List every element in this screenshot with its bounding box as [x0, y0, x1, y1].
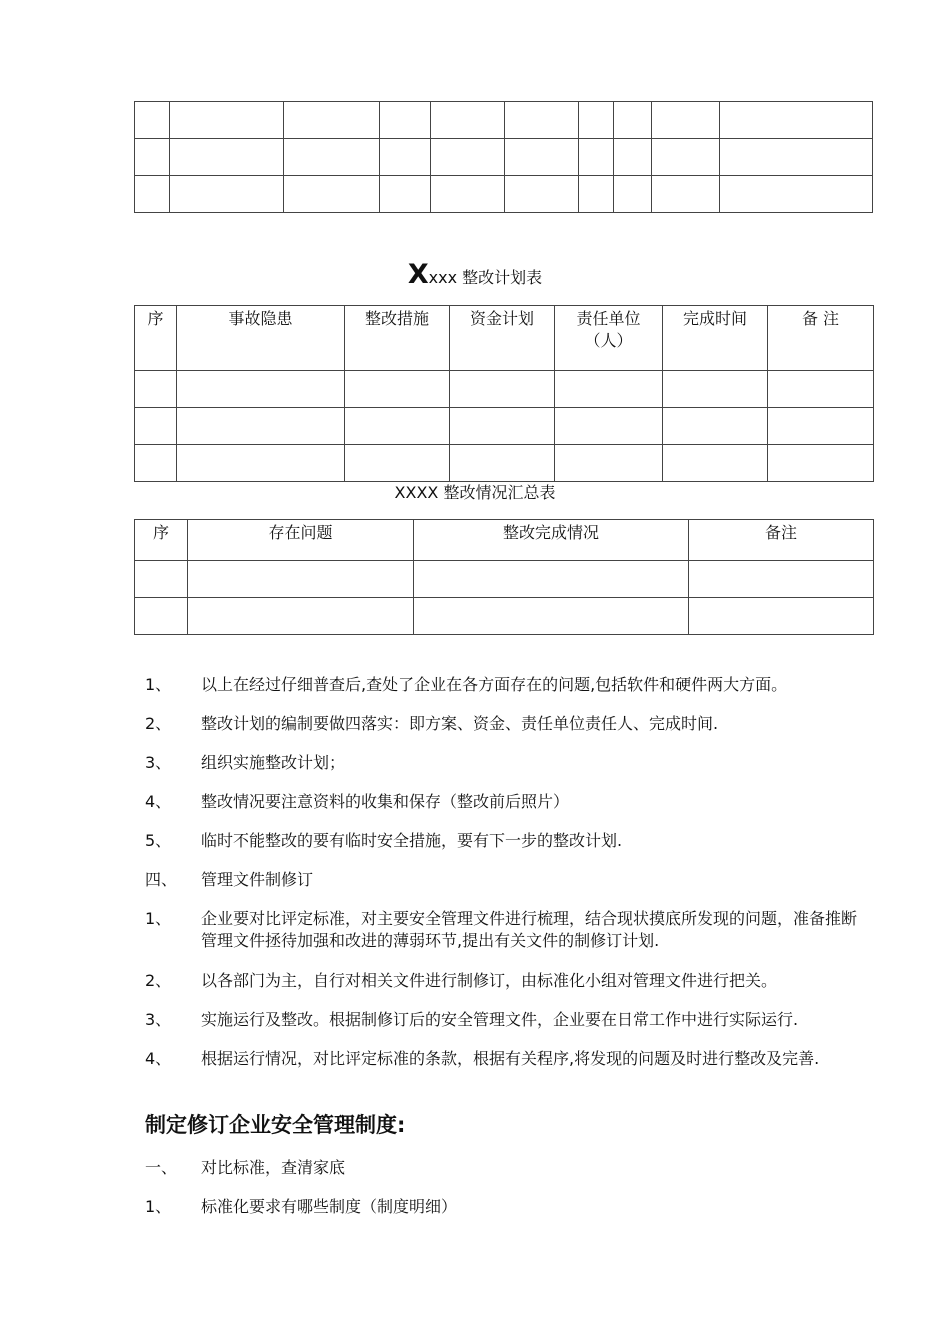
list-number: 2、 [145, 714, 172, 733]
table-row [135, 408, 874, 445]
continued-table [134, 101, 873, 213]
column-header: 事故隐患 [177, 306, 345, 371]
table-header-row [135, 520, 874, 561]
list-text: 根据运行情况，对比评定标准的条款，根据有关程序,将发现的问题及时进行整改及完善. [201, 1049, 820, 1068]
summary-table [134, 519, 874, 635]
table-row [135, 102, 873, 139]
plan-table-title-rest: xxx 整改计划表 [428, 268, 543, 287]
list-text: 以上在经过仔细普查后,查处了企业在各方面存在的问题,包括软件和硬件两大方面。 [201, 675, 788, 694]
list-text: 整改计划的编制要做四落实：即方案、资金、责任单位责任人、完成时间. [201, 714, 719, 733]
plan-table-title [0, 257, 950, 293]
table-row [135, 598, 874, 635]
list-text: 实施运行及整改。根据制修订后的安全管理文件，企业要在日常工作中进行实际运行. [201, 1010, 799, 1029]
summary-table-title: XXXX 整改情况汇总表 [394, 483, 556, 502]
column-header: 序 [135, 306, 177, 371]
section-heading: 制定修订企业安全管理制度: [145, 1113, 406, 1137]
column-header: 存在问题 [188, 520, 414, 561]
list-text: 管理文件制修订 [201, 870, 314, 889]
list-number: 4、 [145, 792, 172, 811]
list-number: 3、 [145, 1010, 172, 1029]
table-row [135, 445, 874, 482]
list-text: 对比标准，查清家底 [201, 1158, 346, 1177]
list-text: 组织实施整改计划； [201, 753, 346, 772]
column-header: 序 [135, 520, 188, 561]
plan-table [134, 305, 874, 482]
list-number: 1、 [145, 1197, 172, 1216]
list-number: 3、 [145, 753, 172, 772]
column-header: 完成时间 [663, 306, 768, 371]
list-number: 一、 [145, 1158, 178, 1177]
list-text: 整改情况要注意资料的收集和保存（整改前后照片） [201, 792, 570, 811]
column-header: 备注 [689, 520, 874, 561]
table-row [135, 371, 874, 408]
table-row [135, 561, 874, 598]
list-number: 2、 [145, 971, 172, 990]
list-number: 1、 [145, 909, 172, 928]
column-header: 资金计划 [450, 306, 555, 371]
list-number: 1、 [145, 675, 172, 694]
list-number: 5、 [145, 831, 172, 850]
column-header: 备 注 [768, 306, 874, 371]
table-row [135, 176, 873, 213]
list-number: 四、 [145, 870, 178, 889]
list-text: 以各部门为主，自行对相关文件进行制修订，由标准化小组对管理文件进行把关。 [201, 971, 778, 990]
column-header: 整改完成情况 [414, 520, 689, 561]
list-text: 标准化要求有哪些制度（制度明细） [201, 1197, 458, 1216]
column-header: 整改措施 [345, 306, 450, 371]
list-number: 4、 [145, 1049, 172, 1068]
plan-table-title-initial: X [407, 259, 429, 290]
list-text: 临时不能整改的要有临时安全措施，要有下一步的整改计划. [201, 831, 623, 850]
list-text: 企业要对比评定标准，对主要安全管理文件进行梳理，结合现状摸底所发现的问题，准备推断管理文件拯待加强和改进的薄弱环节,提出有关文件的制修订计划. [201, 909, 858, 950]
table-row [135, 139, 873, 176]
table-header-row [135, 306, 874, 371]
column-header: 责任单位（人） [555, 306, 663, 371]
